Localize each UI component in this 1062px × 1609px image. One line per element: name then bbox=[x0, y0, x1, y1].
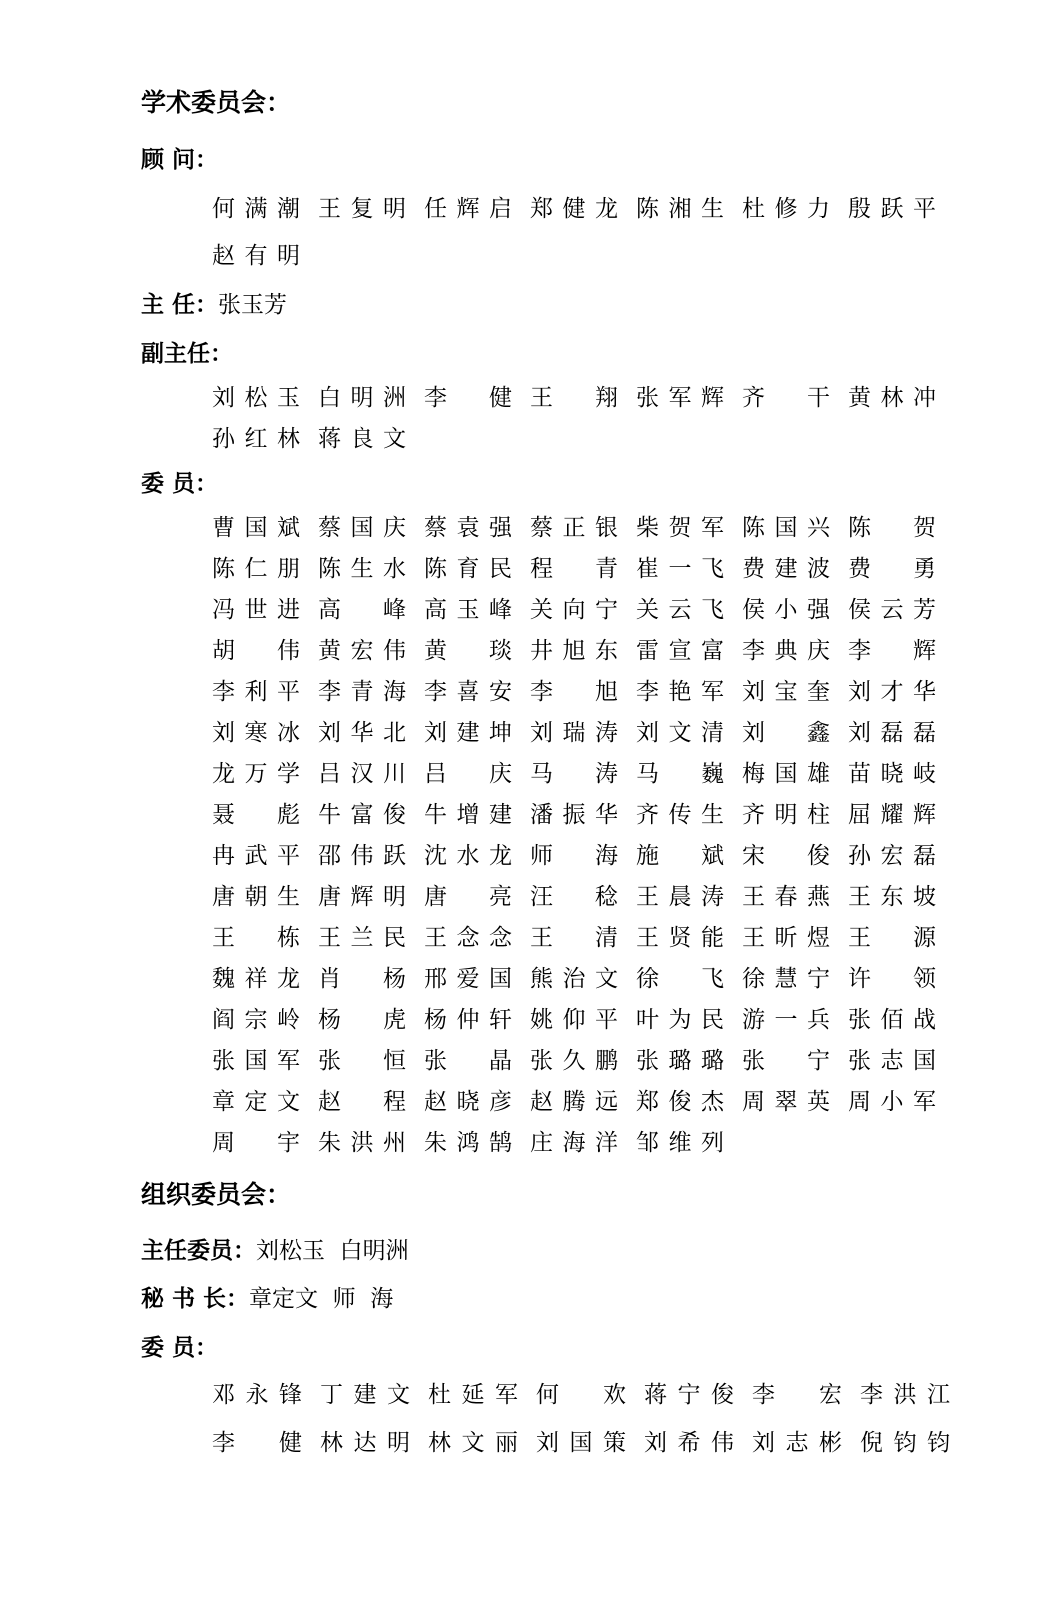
person-name: 刘 寒 冰 bbox=[212, 720, 300, 746]
person-name: 何 满 潮 bbox=[212, 196, 300, 222]
person-name: 杜 延 军 bbox=[428, 1382, 518, 1408]
person-name: 赵 程 bbox=[318, 1089, 406, 1115]
person-name: 庄 海 洋 bbox=[530, 1130, 618, 1156]
person-name: 黄 琰 bbox=[424, 638, 512, 664]
person-name: 李 健 bbox=[424, 385, 512, 411]
person-name: 刘 希 伟 bbox=[644, 1430, 734, 1456]
person-name: 刘 建 坤 bbox=[424, 720, 512, 746]
person-name: 刘 才 华 bbox=[848, 679, 936, 705]
person-name: 周 小 军 bbox=[848, 1089, 936, 1115]
person-name: 陈 生 水 bbox=[318, 556, 406, 582]
person-name: 潘 振 华 bbox=[530, 802, 618, 828]
person-name: 熊 治 文 bbox=[530, 966, 618, 992]
person-name: 孙 红 林 bbox=[212, 426, 300, 452]
person-name: 赵 腾 远 bbox=[530, 1089, 618, 1115]
person-name: 柴 贺 军 bbox=[636, 515, 724, 541]
vice-director-list bbox=[212, 383, 954, 465]
person-name: 屈 耀 辉 bbox=[848, 802, 936, 828]
person-name: 王 复 明 bbox=[318, 196, 406, 222]
person-name: 赵 晓 彦 bbox=[424, 1089, 512, 1115]
person-name: 刘 文 清 bbox=[636, 720, 724, 746]
person-name: 张 志 国 bbox=[848, 1048, 936, 1074]
chairs-label: 主任委员： bbox=[141, 1238, 256, 1264]
person-name: 蔡 国 庆 bbox=[318, 515, 406, 541]
person-name: 唐 亮 bbox=[424, 884, 512, 910]
person-name: 游 一 兵 bbox=[742, 1007, 830, 1033]
person-name: 牛 富 俊 bbox=[318, 802, 406, 828]
person-name: 王 翔 bbox=[530, 385, 618, 411]
person-name: 黄 宏 伟 bbox=[318, 638, 406, 664]
director-label: 主 任： bbox=[141, 292, 219, 318]
person-name: 孙 宏 磊 bbox=[848, 843, 936, 869]
person-name: 王 念 念 bbox=[424, 925, 512, 951]
person-name: 阎 宗 岭 bbox=[212, 1007, 300, 1033]
secretary-label: 秘 书 长： bbox=[141, 1286, 250, 1312]
person-name: 黄 林 冲 bbox=[848, 385, 936, 411]
person-name: 邹 维 列 bbox=[636, 1130, 724, 1156]
person-name: 蒋 良 文 bbox=[318, 426, 406, 452]
advisors-row bbox=[141, 145, 218, 175]
person-name: 王 昕 煜 bbox=[742, 925, 830, 951]
person-name: 王 兰 民 bbox=[318, 925, 406, 951]
person-name: 崔 一 飞 bbox=[636, 556, 724, 582]
person-name: 叶 为 民 bbox=[636, 1007, 724, 1033]
person-name: 师 海 bbox=[530, 843, 618, 869]
person-name: 费 勇 bbox=[848, 556, 936, 582]
person-name: 张 久 鹏 bbox=[530, 1048, 618, 1074]
vice-director-label: 副主任： bbox=[141, 341, 233, 367]
person-name: 王 源 bbox=[848, 925, 936, 951]
person-name: 邢 爱 国 bbox=[424, 966, 512, 992]
person-name: 冉 武 平 bbox=[212, 843, 300, 869]
person-name: 王 东 坡 bbox=[848, 884, 936, 910]
person-name: 姚 仰 平 bbox=[530, 1007, 618, 1033]
person-name: 章 定 文 bbox=[212, 1089, 300, 1115]
person-name: 张 宁 bbox=[742, 1048, 830, 1074]
person-name: 陈 仁 朋 bbox=[212, 556, 300, 582]
person-name: 刘 鑫 bbox=[742, 720, 830, 746]
person-name: 龙 万 学 bbox=[212, 761, 300, 787]
person-name: 刘 松 玉 bbox=[212, 385, 300, 411]
person-name: 李 艳 军 bbox=[636, 679, 724, 705]
person-name: 雷 宣 富 bbox=[636, 638, 724, 664]
person-name: 马 涛 bbox=[530, 761, 618, 787]
person-name: 刘 磊 磊 bbox=[848, 720, 936, 746]
person-name: 魏 祥 龙 bbox=[212, 966, 300, 992]
person-name: 陈 育 民 bbox=[424, 556, 512, 582]
person-name: 杜 修 力 bbox=[742, 196, 830, 222]
person-name: 刘 国 策 bbox=[536, 1430, 626, 1456]
person-name: 张 佰 战 bbox=[848, 1007, 936, 1033]
person-name: 张 国 军 bbox=[212, 1048, 300, 1074]
person-name: 丁 建 文 bbox=[320, 1382, 410, 1408]
advisors-label: 顾 问： bbox=[141, 147, 219, 173]
person-name: 邓 永 锋 bbox=[212, 1382, 302, 1408]
person-name: 汪 稔 bbox=[530, 884, 618, 910]
person-name: 吕 汉 川 bbox=[318, 761, 406, 787]
person-name: 唐 辉 明 bbox=[318, 884, 406, 910]
person-name: 牛 增 建 bbox=[424, 802, 512, 828]
person-name: 费 建 波 bbox=[742, 556, 830, 582]
person-name: 侯 云 芳 bbox=[848, 597, 936, 623]
person-name: 李 辉 bbox=[848, 638, 936, 664]
advisors-list bbox=[212, 194, 954, 288]
person-name: 陈 湘 生 bbox=[636, 196, 724, 222]
academic-members-label: 委 员： bbox=[141, 471, 219, 497]
director-row bbox=[141, 290, 287, 320]
person-name: 张 军 辉 bbox=[636, 385, 724, 411]
organizing-members-label: 委 员： bbox=[141, 1335, 219, 1361]
person-name: 沈 水 龙 bbox=[424, 843, 512, 869]
person-name: 许 领 bbox=[848, 966, 936, 992]
person-name: 肖 杨 bbox=[318, 966, 406, 992]
person-name: 李 利 平 bbox=[212, 679, 300, 705]
person-name: 李 宏 bbox=[752, 1382, 842, 1408]
person-name: 李 旭 bbox=[530, 679, 618, 705]
academic-members-row bbox=[141, 469, 218, 499]
secretary-row bbox=[141, 1284, 393, 1314]
person-name: 张 晶 bbox=[424, 1048, 512, 1074]
person-name: 李 喜 安 bbox=[424, 679, 512, 705]
person-name: 何 欢 bbox=[536, 1382, 626, 1408]
person-name: 蔡 袁 强 bbox=[424, 515, 512, 541]
person-name: 梅 国 雄 bbox=[742, 761, 830, 787]
person-name: 郑 健 龙 bbox=[530, 196, 618, 222]
person-name: 程 青 bbox=[530, 556, 618, 582]
organizing-members-row bbox=[141, 1333, 218, 1363]
person-name: 李 健 bbox=[212, 1430, 302, 1456]
person-name: 刘 瑞 涛 bbox=[530, 720, 618, 746]
person-name: 朱 鸿 鹄 bbox=[424, 1130, 512, 1156]
person-name: 杨 虎 bbox=[318, 1007, 406, 1033]
person-name: 齐 传 生 bbox=[636, 802, 724, 828]
person-name: 周 宇 bbox=[212, 1130, 300, 1156]
secretary-names: 章定文 师 海 bbox=[249, 1286, 394, 1312]
person-name: 施 斌 bbox=[636, 843, 724, 869]
person-name: 唐 朝 生 bbox=[212, 884, 300, 910]
person-name: 齐 干 bbox=[742, 385, 830, 411]
person-name: 关 向 宁 bbox=[530, 597, 618, 623]
person-name: 林 达 明 bbox=[320, 1430, 410, 1456]
person-name: 李 典 庆 bbox=[742, 638, 830, 664]
person-name: 徐 慧 宁 bbox=[742, 966, 830, 992]
person-name: 井 旭 东 bbox=[530, 638, 618, 664]
person-name: 王 栋 bbox=[212, 925, 300, 951]
academic-committee-title: 学术委员会： bbox=[141, 88, 292, 117]
person-name: 李 青 海 bbox=[318, 679, 406, 705]
person-name: 李 洪 江 bbox=[860, 1382, 950, 1408]
person-name: 宋 俊 bbox=[742, 843, 830, 869]
person-name: 徐 飞 bbox=[636, 966, 724, 992]
person-name: 杨 仲 轩 bbox=[424, 1007, 512, 1033]
organizing-committee-title: 组织委员会： bbox=[141, 1180, 292, 1209]
person-name: 王 清 bbox=[530, 925, 618, 951]
person-name: 朱 洪 州 bbox=[318, 1130, 406, 1156]
person-name: 蒋 宁 俊 bbox=[644, 1382, 734, 1408]
person-name: 张 璐 璐 bbox=[636, 1048, 724, 1074]
person-name: 胡 伟 bbox=[212, 638, 300, 664]
person-name: 郑 俊 杰 bbox=[636, 1089, 724, 1115]
organizing-members-list bbox=[212, 1380, 968, 1476]
person-name: 赵 有 明 bbox=[212, 243, 300, 269]
vice-director-row bbox=[141, 339, 233, 369]
person-name: 王 春 燕 bbox=[742, 884, 830, 910]
person-name: 刘 宝 奎 bbox=[742, 679, 830, 705]
person-name: 曹 国 斌 bbox=[212, 515, 300, 541]
director-name: 张玉芳 bbox=[218, 292, 288, 318]
person-name: 蔡 正 银 bbox=[530, 515, 618, 541]
person-name: 陈 国 兴 bbox=[742, 515, 830, 541]
person-name: 刘 志 彬 bbox=[752, 1430, 842, 1456]
person-name: 白 明 洲 bbox=[318, 385, 406, 411]
person-name: 张 恒 bbox=[318, 1048, 406, 1074]
person-name: 林 文 丽 bbox=[428, 1430, 518, 1456]
person-name: 高 峰 bbox=[318, 597, 406, 623]
person-name: 侯 小 强 bbox=[742, 597, 830, 623]
chairs-names: 刘松玉 白明洲 bbox=[256, 1238, 409, 1264]
chairs-row bbox=[141, 1236, 409, 1266]
person-name: 齐 明 柱 bbox=[742, 802, 830, 828]
academic-members-list bbox=[212, 513, 954, 1169]
person-name: 殷 跃 平 bbox=[848, 196, 936, 222]
person-name: 冯 世 进 bbox=[212, 597, 300, 623]
person-name: 王 晨 涛 bbox=[636, 884, 724, 910]
person-name: 王 贤 能 bbox=[636, 925, 724, 951]
person-name: 吕 庆 bbox=[424, 761, 512, 787]
person-name: 任 辉 启 bbox=[424, 196, 512, 222]
person-name: 高 玉 峰 bbox=[424, 597, 512, 623]
person-name: 聂 彪 bbox=[212, 802, 300, 828]
person-name: 马 巍 bbox=[636, 761, 724, 787]
person-name: 刘 华 北 bbox=[318, 720, 406, 746]
person-name: 周 翠 英 bbox=[742, 1089, 830, 1115]
person-name: 邵 伟 跃 bbox=[318, 843, 406, 869]
person-name: 陈 贺 bbox=[848, 515, 936, 541]
person-name: 苗 晓 岐 bbox=[848, 761, 936, 787]
person-name: 关 云 飞 bbox=[636, 597, 724, 623]
person-name: 倪 钧 钧 bbox=[860, 1430, 950, 1456]
